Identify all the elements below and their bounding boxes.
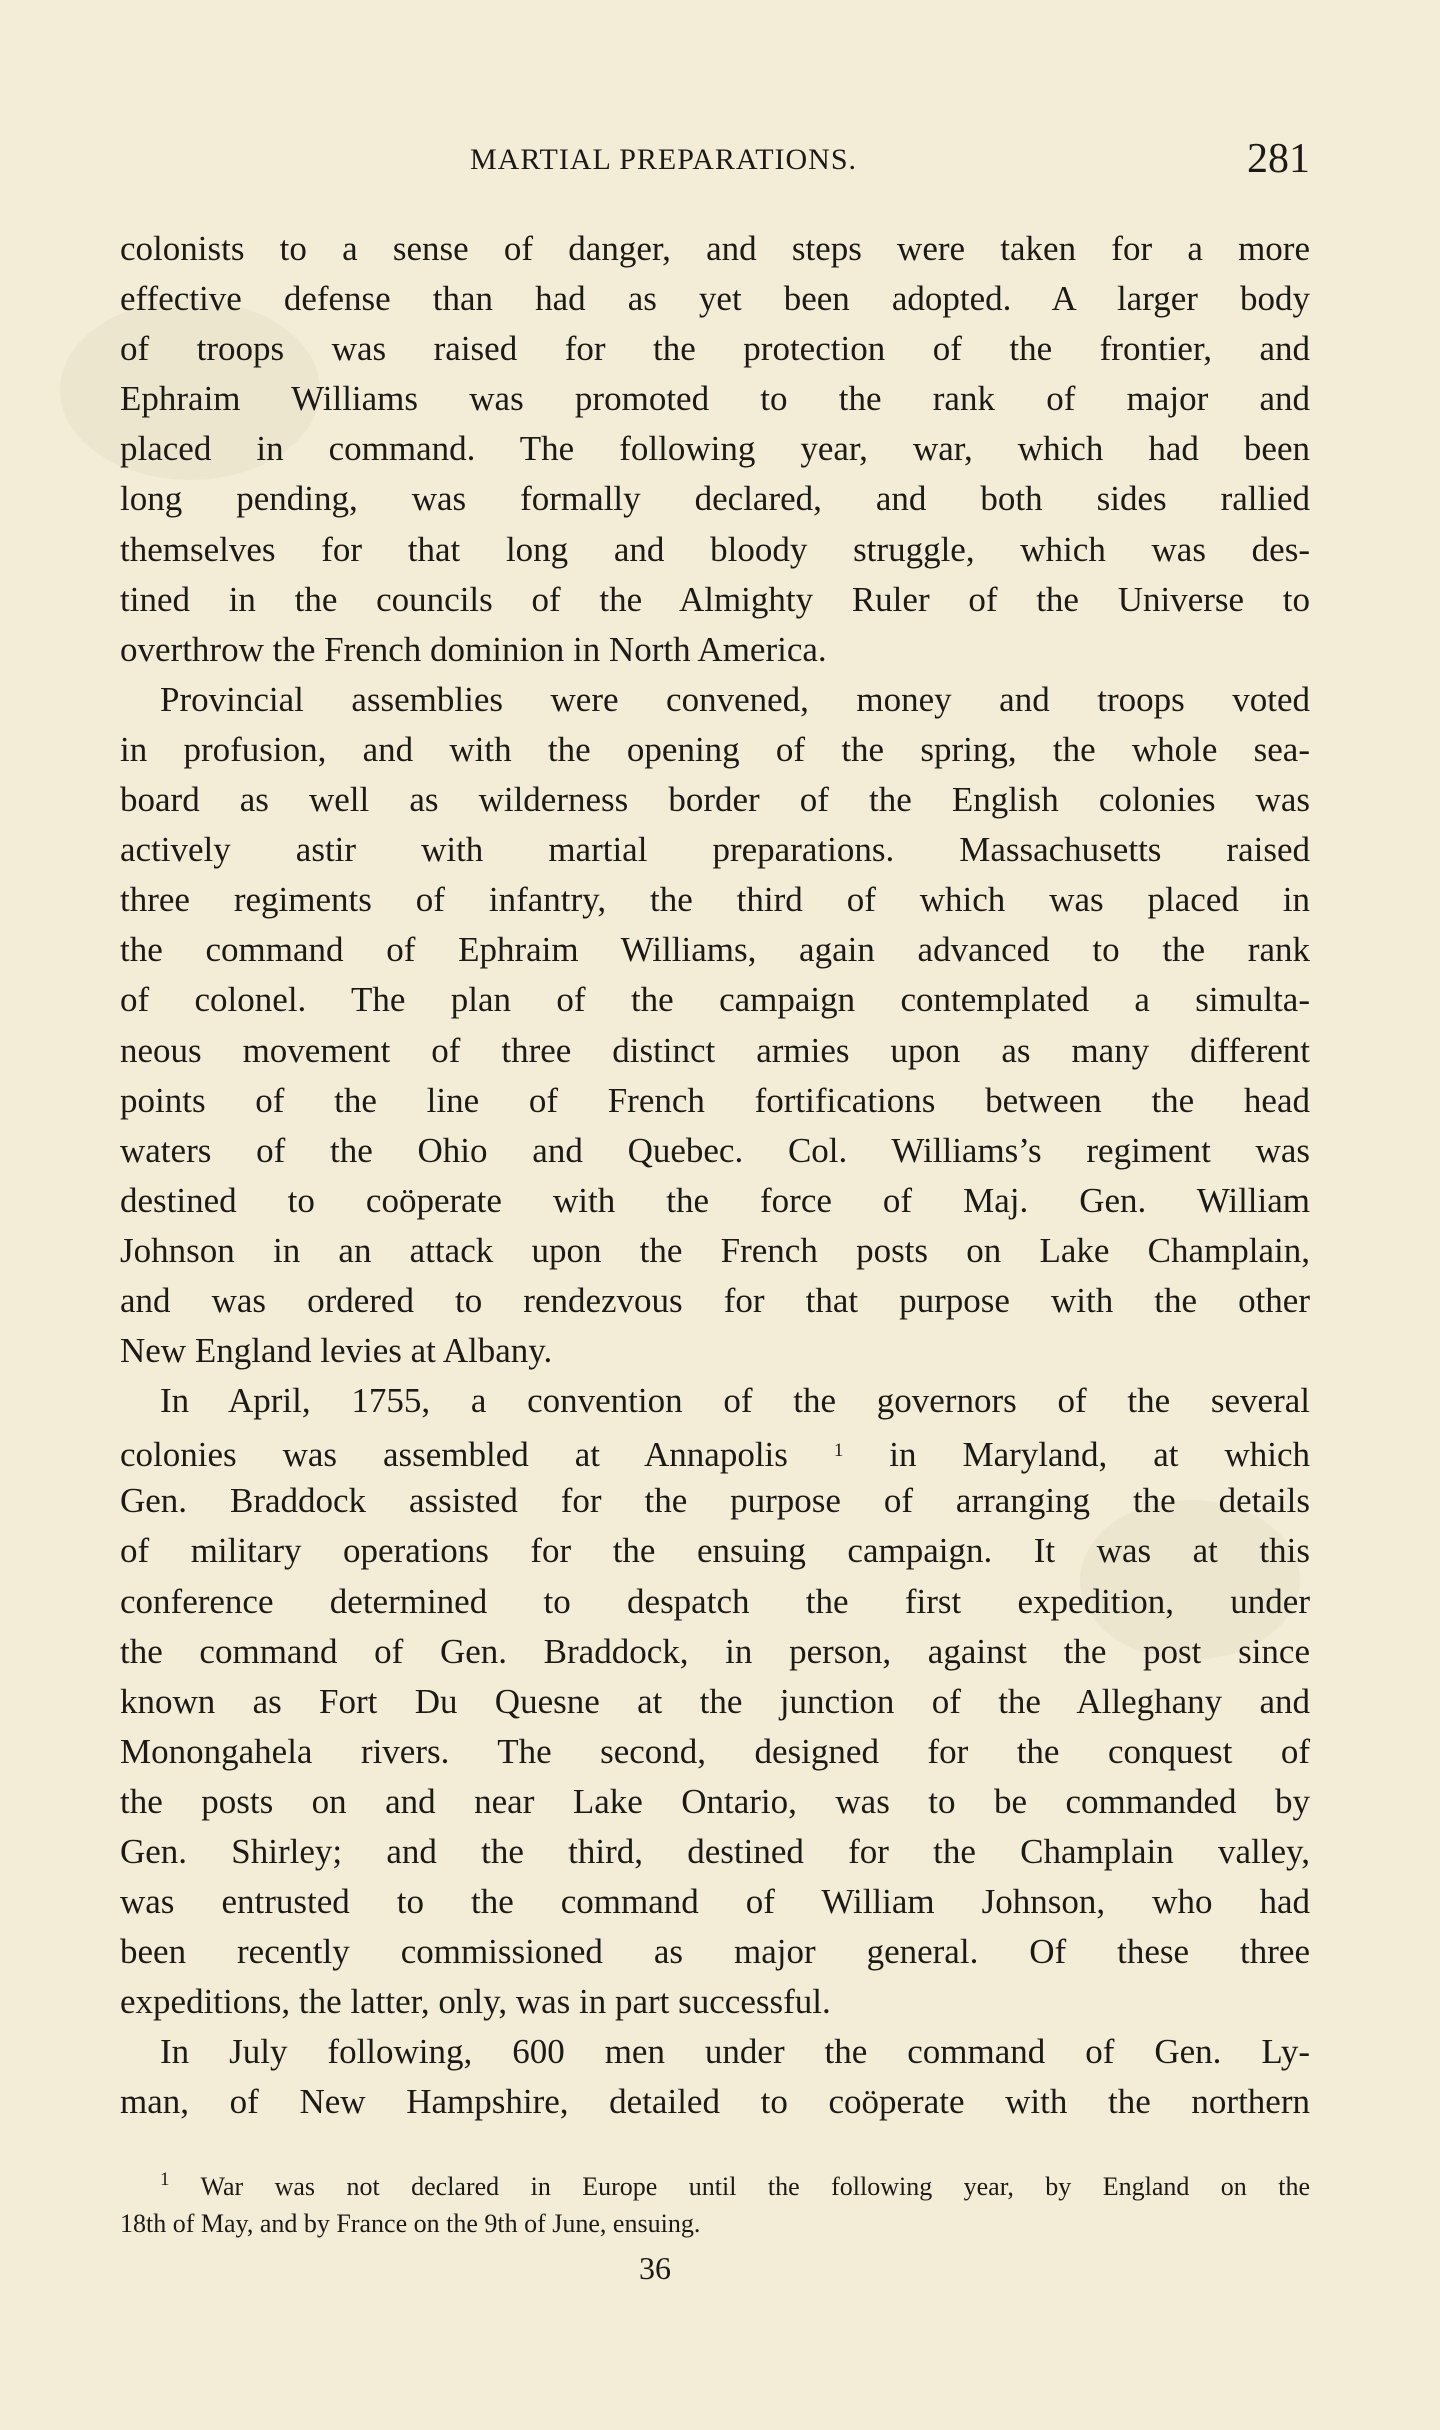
footnote-text: War was not declared in Europe until the following year, by England on the [200, 2172, 1311, 2201]
page-number: 281 [1247, 136, 1310, 182]
text-line: the command of Gen. Braddock, in person, against the post since [120, 1631, 1310, 1671]
text-line: been recently commissioned as major general. Of these three [120, 1932, 1310, 1972]
text-line: Provincial assemblies were convened, money and troops voted [160, 679, 1310, 719]
footnote-line [120, 2158, 1310, 2202]
text-line: Gen. Shirley; and the third, destined for the Champlain valley, [120, 1832, 1310, 1871]
running-head [120, 135, 1310, 195]
text-line: In July following, 600 men under the command of Gen. Ly- [160, 2032, 1310, 2072]
text-line: effective defense than had as yet been adopted. A larger body [120, 279, 1310, 319]
text-line: destined to coöperate with the force of Maj. Gen. William [120, 1180, 1310, 1220]
text-line: Monongahela rivers. The second, designed for the conquest of [120, 1731, 1310, 1771]
text-line: expeditions, the latter, only, was in part successful. [120, 1982, 831, 2022]
text-line: of troops was raised for the protection of the frontier, and [120, 329, 1310, 369]
text-line: board as well as wilderness border of the English colonies was [120, 780, 1310, 820]
footnote-marker: 1 [160, 2169, 170, 2190]
footnote-reference[interactable]: 1 [833, 1440, 844, 1462]
text-line-with-footnote-ref [120, 1426, 1310, 1476]
text-line: long pending, was formally declared, and both sides rallied [120, 479, 1310, 519]
text-line: in profusion, and with the opening of the spring, the whole sea- [120, 729, 1310, 769]
signature-mark: 36 [639, 2250, 671, 2286]
text-line: the posts on and near Lake Ontario, was to be commanded by [120, 1781, 1310, 1821]
text-line: man, of New Hampshire, detailed to coöperate with the northern [120, 2082, 1310, 2122]
text-line: Gen. Braddock assisted for the purpose of arranging the details [120, 1481, 1310, 1521]
text-line: conference determined to despatch the first expedition, under [120, 1581, 1310, 1621]
text-line: Ephraim Williams was promoted to the rank of major and [120, 379, 1310, 419]
text-line: known as Fort Du Quesne at the junction of the Alleghany and [120, 1681, 1310, 1721]
text-line: actively astir with martial preparations. Massachusetts raised [120, 830, 1310, 870]
footnote-line: 18th of May, and by France on the 9th of June, ensuing. [120, 2209, 701, 2238]
text-line: New England levies at Albany. [120, 1331, 553, 1371]
text-line: Johnson in an attack upon the French posts on Lake Champlain, [120, 1230, 1310, 1270]
text-line: waters of the Ohio and Quebec. Col. Williams’s regiment was [120, 1130, 1310, 1170]
text-line: placed in command. The following year, war, which had been [120, 429, 1310, 469]
text-segment: colonies was assembled at Annapolis [120, 1435, 788, 1475]
text-line: of military operations for the ensuing campaign. It was at this [120, 1531, 1310, 1571]
text-line: and was ordered to rendezvous for that purpose with the other [120, 1280, 1310, 1320]
text-line: colonists to a sense of danger, and steps were taken for a more [120, 229, 1310, 268]
running-title: MARTIAL PREPARATIONS. [470, 143, 858, 176]
footnote [120, 2158, 1310, 2246]
text-line: themselves for that long and bloody struggle, which was des- [120, 529, 1310, 569]
text-line: In April, 1755, a convention of the governors of the several [160, 1381, 1310, 1421]
text-segment: in Maryland, at which [889, 1435, 1310, 1475]
text-line: points of the line of French fortifications between the head [120, 1080, 1310, 1120]
text-line: overthrow the French dominion in North America. [120, 629, 827, 669]
body-text [120, 224, 1310, 2128]
text-line: of colonel. The plan of the campaign contemplated a simulta- [120, 980, 1310, 1020]
text-line: tined in the councils of the Almighty Ruler of the Universe to [120, 579, 1310, 619]
text-line: three regiments of infantry, the third of which was placed in [120, 880, 1310, 920]
text-line: was entrusted to the command of William Johnson, who had [120, 1882, 1310, 1922]
text-line: the command of Ephraim Williams, again advanced to the rank [120, 930, 1310, 970]
text-line: neous movement of three distinct armies upon as many different [120, 1030, 1310, 1070]
